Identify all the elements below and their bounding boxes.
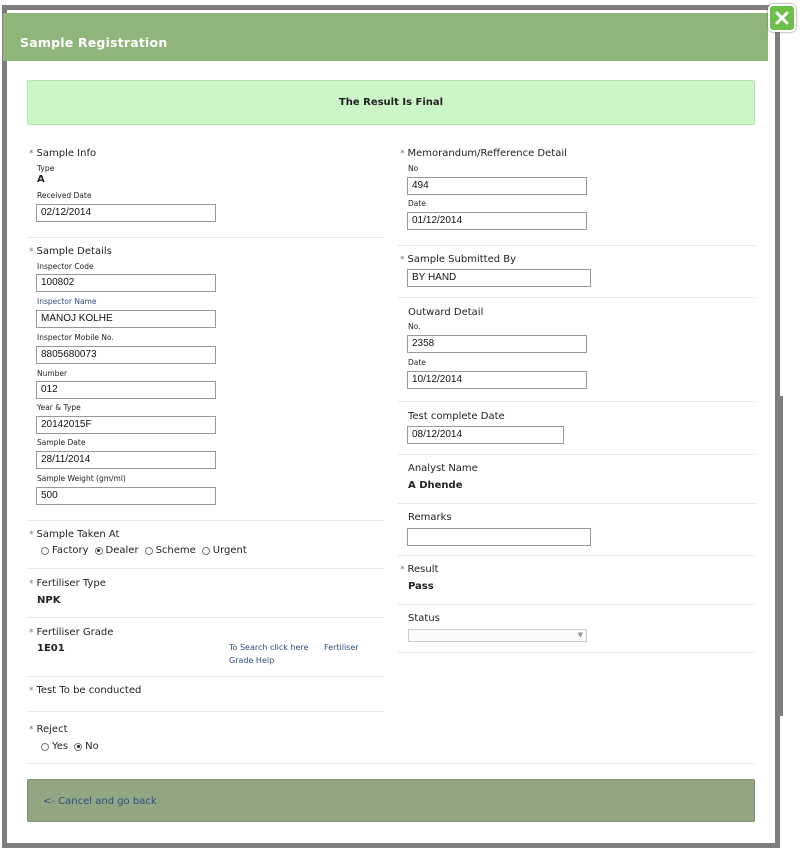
divider: [27, 237, 384, 238]
divider: [398, 604, 755, 605]
inspector-mobile-input[interactable]: 8805680073: [36, 346, 216, 364]
year-type-input[interactable]: 20142015F: [36, 416, 216, 434]
radio-factory[interactable]: Factory: [41, 545, 89, 556]
radio-dealer-control[interactable]: [95, 547, 103, 555]
status-select[interactable]: [408, 629, 587, 642]
radio-urgent[interactable]: Urgent: [202, 545, 247, 556]
radio-urgent-control[interactable]: [202, 547, 210, 555]
inspector-name-label: Inspector Name: [37, 297, 97, 306]
grade-search-link[interactable]: To Search click here: [229, 643, 309, 652]
outward-date-input[interactable]: 10/12/2014: [407, 371, 587, 389]
scrollbar-track[interactable]: [777, 396, 783, 716]
memo-no-input[interactable]: 494: [407, 177, 587, 195]
sample-weight-input[interactable]: 500: [36, 487, 216, 505]
test-complete-date-input[interactable]: 08/12/2014: [407, 426, 564, 444]
type-value: A: [37, 174, 45, 185]
radio-reject-yes-control[interactable]: [41, 743, 49, 751]
radio-reject-no-control[interactable]: [74, 743, 82, 751]
radio-reject-yes[interactable]: Yes: [41, 741, 68, 752]
type-label: Type: [37, 164, 55, 173]
fertiliser-grade-help-link[interactable]: Fertiliser: [324, 643, 359, 652]
outward-detail-label: Outward Detail: [408, 307, 484, 318]
test-to-be-conducted-label: * Test To be conducted: [29, 685, 142, 696]
divider: [398, 454, 755, 455]
result-value: Pass: [408, 581, 434, 592]
divider: [27, 711, 384, 712]
sample-taken-at-label: * Sample Taken At: [29, 529, 120, 540]
close-button[interactable]: [768, 4, 796, 32]
received-date-label: Received Date: [37, 191, 92, 200]
result-final-banner: The Result Is Final: [27, 80, 755, 125]
analyst-name-label: Analyst Name: [408, 463, 478, 474]
footer-bar: [27, 779, 755, 822]
close-icon: [774, 10, 790, 26]
submitted-by-label: * Sample Submitted By: [400, 254, 517, 265]
fertiliser-grade-value: 1E01: [37, 643, 65, 654]
memo-no-label: No: [408, 164, 419, 173]
radio-scheme[interactable]: Scheme: [145, 545, 196, 556]
fertiliser-type-label: * Fertiliser Type: [29, 578, 106, 589]
reject-label: * Reject: [29, 724, 68, 735]
outward-date-label: Date: [408, 358, 426, 367]
divider: [27, 568, 384, 569]
divider: [27, 763, 755, 764]
year-type-label: Year & Type: [37, 403, 81, 412]
sample-date-input[interactable]: 28/11/2014: [36, 451, 216, 469]
inspector-name-input[interactable]: MANOJ KOLHE: [36, 310, 216, 328]
outward-no-input[interactable]: 2358: [407, 335, 587, 353]
divider: [398, 652, 755, 653]
memo-date-input[interactable]: 01/12/2014: [407, 212, 587, 230]
divider: [27, 617, 384, 618]
dialog-title: Sample Registration: [3, 13, 768, 61]
sample-info-label: * Sample Info: [29, 148, 97, 159]
radio-reject-no[interactable]: No: [74, 741, 99, 752]
status-label: Status: [408, 613, 440, 624]
radio-factory-control[interactable]: [41, 547, 49, 555]
inspector-mobile-label: Inspector Mobile No.: [37, 333, 114, 342]
divider: [398, 555, 755, 556]
cancel-link[interactable]: <- Cancel and go back: [43, 796, 157, 807]
divider: [398, 245, 755, 246]
remarks-input[interactable]: [407, 528, 591, 546]
divider: [398, 401, 755, 402]
sample-weight-label: Sample Weight (gm/ml): [37, 474, 126, 483]
chevron-down-icon: ▼: [577, 631, 583, 639]
divider: [398, 297, 755, 298]
remarks-label: Remarks: [408, 512, 452, 523]
radio-dealer[interactable]: Dealer: [95, 545, 139, 556]
number-label: Number: [37, 369, 68, 378]
inspector-code-input[interactable]: 100802: [36, 274, 216, 292]
sample-date-label: Sample Date: [37, 438, 86, 447]
memorandum-label: * Memorandum/Refference Detail: [400, 148, 567, 159]
outward-no-label: No.: [408, 322, 421, 331]
memo-date-label: Date: [408, 199, 426, 208]
result-label: * Result: [400, 564, 439, 575]
analyst-name-value: A Dhende: [408, 480, 463, 491]
grade-help-link[interactable]: Grade Help: [229, 656, 275, 665]
inspector-code-label: Inspector Code: [37, 262, 94, 271]
sample-details-label: * Sample Details: [29, 246, 112, 257]
test-complete-date-label: Test complete Date: [408, 411, 505, 422]
received-date-input[interactable]: 02/12/2014: [36, 204, 216, 222]
radio-scheme-control[interactable]: [145, 547, 153, 555]
reject-group: [41, 741, 105, 752]
fertiliser-grade-label: * Fertiliser Grade: [29, 627, 114, 638]
divider: [27, 520, 384, 521]
number-input[interactable]: 012: [36, 381, 216, 399]
divider: [27, 676, 384, 677]
submitted-by-input[interactable]: BY HAND: [407, 269, 591, 287]
sample-taken-at-group: [41, 545, 253, 556]
divider: [398, 503, 755, 504]
fertiliser-type-value: NPK: [37, 595, 61, 606]
